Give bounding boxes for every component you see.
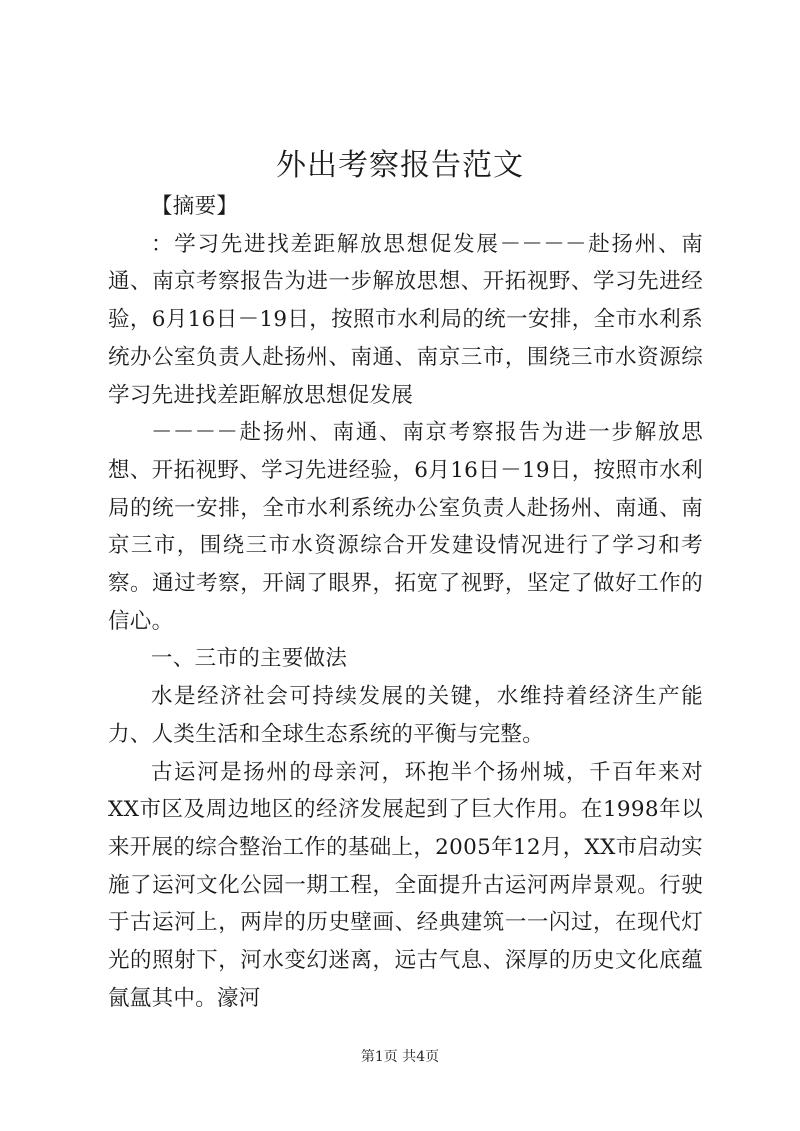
page-footer: 第1页 共4页 <box>360 1049 440 1065</box>
section-heading: 一、三市的主要做法 <box>151 646 348 672</box>
body-paragraph: 水是经济社会可持续发展的关键，水维持着经济生产能力、人类生活和全球生态系统的平衡与完整。 <box>108 684 703 747</box>
abstract-heading: 【摘要】 <box>151 194 239 219</box>
document-body <box>108 188 703 1017</box>
body-paragraph: 古运河是扬州的母亲河，环抱半个扬州城，千百年来对XX市区及周边地区的经济发展起到了巨大作用。在1998年以来开展的综合整治工作的基础上，2005年12月，XX市启动实施了运河文化公园一期工程，全面提升古运河两岸景观。行驶于古运河上，两岸的历史壁画、经典建筑一一闪过，在现代灯光的照射下，河水变幻迷离，远古气息、深厚的历史文化底蕴氤氲其中。濠河 <box>108 759 703 1011</box>
abstract-paragraph: ：学习先进找差距解放思想促发展－－－－赴扬州、南通、南京考察报告为进一步解放思想、开拓视野、学习先进经验，6月16日－19日，按照市水利局的统一安排，全市水利系统办公室负责人赴扬州、南通、南京三市，围绕三市水资源综学习先进找差距解放思想促发展 <box>108 231 703 408</box>
document-title: 外出考察报告范文 <box>276 148 524 183</box>
body-paragraph: －－－－赴扬州、南通、南京考察报告为进一步解放思想、开拓视野、学习先进经验，6月16日－19日，按照市水利局的统一安排，全市水利系统办公室负责人赴扬州、南通、南京三市，围绕三市水资源综合开发建设情况进行了学习和考察。通过考察，开阔了眼界，拓宽了视野，坚定了做好工作的信心。 <box>108 420 703 634</box>
